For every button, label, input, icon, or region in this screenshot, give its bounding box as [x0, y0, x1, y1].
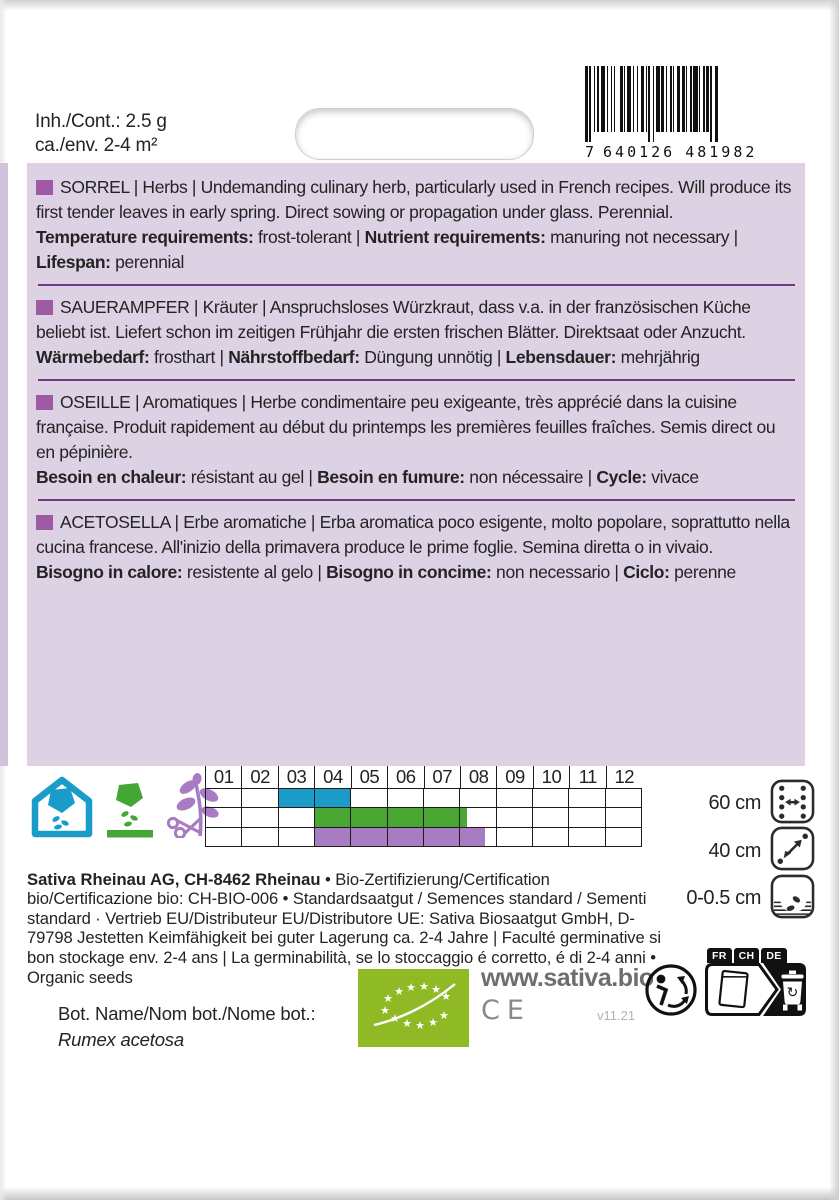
barcode-bar — [699, 66, 700, 132]
packet-top-edge — [0, 0, 839, 11]
month-label: 05 — [351, 766, 387, 788]
producer-name: Sativa Rheinau AG, CH-8462 Rheinau — [27, 869, 321, 889]
packet-bottom-edge — [0, 1187, 839, 1200]
packet-to-bin-icon — [705, 984, 806, 1020]
barcode-bar — [710, 66, 711, 142]
attr-label: Temperature requirements: — [36, 227, 254, 247]
attr-value: résistant au gel | — [186, 467, 318, 487]
svg-text:★: ★ — [380, 1004, 390, 1017]
svg-text:★: ★ — [406, 981, 416, 994]
attr-value: vivace — [646, 467, 699, 487]
eu-organic-logo — [358, 969, 469, 1052]
attr-value: frost-tolerant | — [253, 227, 365, 247]
calendar-cell — [423, 789, 459, 808]
month-label: 10 — [533, 766, 569, 788]
calendar-cell — [387, 789, 423, 808]
calendar-cell — [241, 789, 277, 808]
barcode-bar — [620, 66, 623, 132]
svg-text:★: ★ — [419, 980, 429, 993]
content-info — [35, 110, 167, 158]
calendar-cell — [278, 789, 314, 808]
calendar-cell — [423, 828, 459, 847]
sowing-depth-icon — [770, 874, 815, 924]
attr-value: perenne — [669, 562, 736, 582]
attr-value: Düngung unnötig | — [359, 347, 506, 367]
svg-text:★: ★ — [394, 985, 404, 998]
bullet-square-icon — [36, 300, 53, 315]
packet-right-edge — [829, 0, 839, 1200]
barcode-bar — [703, 66, 704, 132]
website-url: www.sativa.bio — [481, 964, 654, 992]
barcode-bar — [614, 66, 615, 132]
calendar-cell — [241, 828, 277, 847]
intro-text-en: SORREL | Herbs | Undemanding culinary herb, particularly used in French recipes. Will produce its first tender leaves in early spring. Direct sowing or propagation under glass. Perennial. — [36, 177, 792, 222]
barcode-bar — [690, 66, 691, 132]
svg-text:★: ★ — [439, 1009, 449, 1022]
barcode-bar — [693, 66, 697, 132]
barcode-bar — [646, 66, 647, 132]
separator-line — [38, 499, 795, 501]
barcode-bar — [677, 66, 680, 132]
row-distance-label: 60 cm — [708, 792, 761, 814]
barcode-bar — [594, 66, 595, 132]
calendar-cell — [532, 789, 568, 808]
barcode-bar — [589, 66, 590, 142]
barcode-digits — [585, 143, 777, 161]
separator-line — [38, 379, 795, 381]
svg-text:★: ★ — [383, 992, 393, 1005]
barcode-bar — [637, 66, 638, 132]
barcode-bar — [656, 66, 660, 132]
calendar-cell — [423, 808, 459, 827]
lang-block-it — [36, 510, 797, 585]
attr-label: Wärmebedarf: — [36, 347, 150, 367]
packet-left-fold — [0, 163, 8, 766]
calendar-cell — [205, 808, 241, 827]
calendar-cell — [568, 789, 604, 808]
barcode-bar — [641, 66, 644, 132]
intro-text-it: ACETOSELLA | Erbe aromatiche | Erba aromatica poco esigente, molto popolare, soprattutto nella cucina francese. All'inizio della primavera produce le prime foglie. Semina diretta o in vivaio. — [36, 512, 790, 557]
attributes-en — [36, 225, 797, 275]
triman-recycling-icon — [644, 963, 698, 1022]
attr-value: resistente al gelo | — [182, 562, 327, 582]
calendar-cell — [241, 808, 277, 827]
barcode-bar — [597, 66, 600, 132]
barcode-bar — [633, 66, 634, 132]
bullet-square-icon — [36, 180, 53, 195]
month-label: 11 — [569, 766, 605, 788]
calendar-cell — [496, 808, 532, 827]
botanical-name-label: Bot. Name/Nom bot./Nome bot.: — [58, 1003, 316, 1024]
attr-value: manuring not necessary | — [545, 227, 738, 247]
month-label: 01 — [205, 766, 241, 788]
barcode-bar — [585, 66, 588, 142]
month-label: 08 — [460, 766, 496, 788]
intro-text-de: SAUERAMPFER | Kräuter | Anspruchsloses Würzkraut, dass v.a. in der französischen Küche beliebt ist. Liefert schon im zeitigen Frühjahr die ersten frischen Blätter. Direktsaat oder Anzucht. — [36, 297, 751, 342]
row-distance-item — [655, 781, 815, 826]
calendar-cell — [605, 808, 641, 827]
barcode-bar — [624, 66, 625, 132]
barcode-lead-digit: 7 — [585, 143, 598, 161]
content-weight: Inh./Cont.: 2.5 g — [35, 111, 167, 132]
attr-value: mehrjährig — [616, 347, 700, 367]
barcode-group2: 481982 — [685, 143, 758, 161]
calendar-row-direct-sowing — [205, 808, 641, 827]
calendar-row-propagation-under-glass — [205, 789, 641, 808]
barcode-bar — [611, 66, 612, 132]
calendar-months — [205, 766, 642, 789]
row-distance-icon — [770, 779, 815, 829]
attributes-fr — [36, 465, 797, 490]
month-label: 02 — [241, 766, 277, 788]
calendar-cell — [314, 808, 350, 827]
calendar-cell — [568, 828, 604, 847]
plant-distance-item — [655, 829, 815, 874]
attr-value: frosthart | — [149, 347, 229, 367]
calendar-cell — [205, 828, 241, 847]
calendar-cell — [568, 808, 604, 827]
barcode-bar — [686, 66, 687, 132]
lang-block-fr — [36, 390, 797, 490]
botanical-name: Rumex acetosa — [58, 1029, 184, 1050]
attr-label: Cycle: — [596, 467, 647, 487]
month-label: 06 — [387, 766, 423, 788]
sowing-depth-item — [655, 876, 815, 921]
calendar-cell — [605, 828, 641, 847]
barcode-bar — [706, 66, 709, 132]
botanical-name-block — [58, 1001, 315, 1053]
attributes-it — [36, 560, 797, 585]
attr-label: Besoin en chaleur: — [36, 467, 187, 487]
attr-label: Nährstoffbedarf: — [228, 347, 360, 367]
calendar-cell — [532, 828, 568, 847]
svg-text:★: ★ — [441, 990, 451, 1003]
hang-slot — [295, 108, 534, 160]
calendar-cell — [496, 828, 532, 847]
svg-text:★: ★ — [390, 1012, 400, 1025]
barcode-bar — [682, 66, 685, 132]
ce-mark: CE — [481, 995, 531, 1026]
calendar-cell — [350, 808, 386, 827]
attr-label: Bisogno in concime: — [326, 562, 492, 582]
barcode-bar — [673, 66, 674, 132]
calendar-cell — [278, 808, 314, 827]
content-area: ca./env. 2-4 m² — [35, 135, 158, 156]
direct-sowing-icon — [105, 778, 155, 843]
plant-distance-icon — [770, 826, 815, 876]
barcode-bar — [670, 66, 671, 132]
tab-de: DE — [761, 948, 786, 963]
calendar-cell — [496, 789, 532, 808]
calendar-cell — [387, 808, 423, 827]
plant-distance-label: 40 cm — [708, 839, 761, 862]
month-label: 07 — [424, 766, 460, 788]
month-label: 12 — [606, 766, 642, 788]
version-code: v11.21 — [597, 1008, 636, 1023]
month-label: 03 — [278, 766, 314, 788]
intro-text-fr: OSEILLE | Aromatiques | Herbe condimentaire peu exigeante, très apprécié dans la cuisine française. Produit rapidement au début du printemps les premières feuilles fraîches. Semis direct ou en pépinière. — [36, 392, 776, 462]
calendar-row-harvest — [205, 828, 641, 847]
attr-value: non nécessaire | — [464, 467, 597, 487]
separator-line — [38, 284, 795, 286]
calendar-cell — [605, 789, 641, 808]
calendar-grid-body — [205, 789, 642, 847]
calendar-cell — [278, 828, 314, 847]
tab-fr: FR — [707, 948, 732, 963]
barcode-group1: 640126 — [603, 143, 676, 161]
legal-details: • Bio-Zertifizierung/Certification bio/Certificazione bio: CH-BIO-006 • Standardsaatgut / Semences standard / Sementi standard · Vertrieb EU/Distributeur EU/Distributore UE: Sativa Biosaatgut GmbH, D-79798 Jestetten Keimfähigkeit bei guter Lagerung ca. 2-4 Jahre | Faculté germinative si bon stockage env. 2-4 ans | La germinabilità, se lo stoccaggio é corretto, é di 2-4 anni • Organic seeds — [27, 869, 661, 987]
sorting-info-label — [705, 948, 806, 1021]
sowing-calendar — [205, 766, 642, 847]
bullet-square-icon — [36, 395, 53, 410]
barcode-bar — [653, 66, 654, 142]
calendar-cell — [350, 828, 386, 847]
barcode-bar — [661, 66, 664, 132]
attr-value: non necessario | — [491, 562, 624, 582]
svg-text:★: ★ — [428, 1016, 438, 1029]
barcode-bar — [627, 66, 631, 132]
svg-text:★: ★ — [415, 1019, 425, 1032]
svg-text:↻: ↻ — [786, 984, 799, 1001]
attr-label: Ciclo: — [623, 562, 670, 582]
sorting-country-tabs — [707, 948, 806, 963]
calendar-cell — [459, 828, 495, 847]
bullet-square-icon — [36, 515, 53, 530]
lang-block-de — [36, 295, 797, 370]
barcode-bars — [585, 66, 777, 142]
lang-block-en — [36, 175, 797, 275]
attr-label: Lebensdauer: — [505, 347, 617, 367]
attr-value: perennial — [110, 252, 185, 272]
calendar-cell — [314, 828, 350, 847]
barcode-bar — [601, 66, 605, 132]
calendar-cell — [314, 789, 350, 808]
attr-label: Bisogno in calore: — [36, 562, 183, 582]
attr-label: Lifespan: — [36, 252, 111, 272]
barcode-bar — [666, 66, 667, 132]
calendar-cell — [350, 789, 386, 808]
calendar-cell — [459, 808, 495, 827]
month-label: 04 — [314, 766, 350, 788]
barcode-bar — [648, 66, 649, 142]
barcode-bar — [715, 66, 718, 142]
calendar-legend-icons — [30, 772, 222, 843]
svg-text:★: ★ — [431, 983, 441, 996]
spacing-info — [655, 781, 815, 924]
description-panel — [27, 163, 805, 766]
calendar-cell — [532, 808, 568, 827]
attr-label: Nutrient requirements: — [364, 227, 546, 247]
month-label: 09 — [496, 766, 532, 788]
calendar-cell — [205, 789, 241, 808]
svg-text:★: ★ — [402, 1017, 412, 1030]
barcode — [585, 66, 777, 161]
calendar-cell — [459, 789, 495, 808]
sowing-depth-label: 0-0.5 cm — [686, 887, 761, 909]
attr-label: Besoin en fumure: — [317, 467, 465, 487]
propagation-under-glass-icon — [30, 776, 94, 843]
attributes-de — [36, 345, 797, 370]
calendar-cell — [387, 828, 423, 847]
tab-ch: CH — [734, 948, 760, 963]
barcode-bar — [607, 66, 608, 132]
